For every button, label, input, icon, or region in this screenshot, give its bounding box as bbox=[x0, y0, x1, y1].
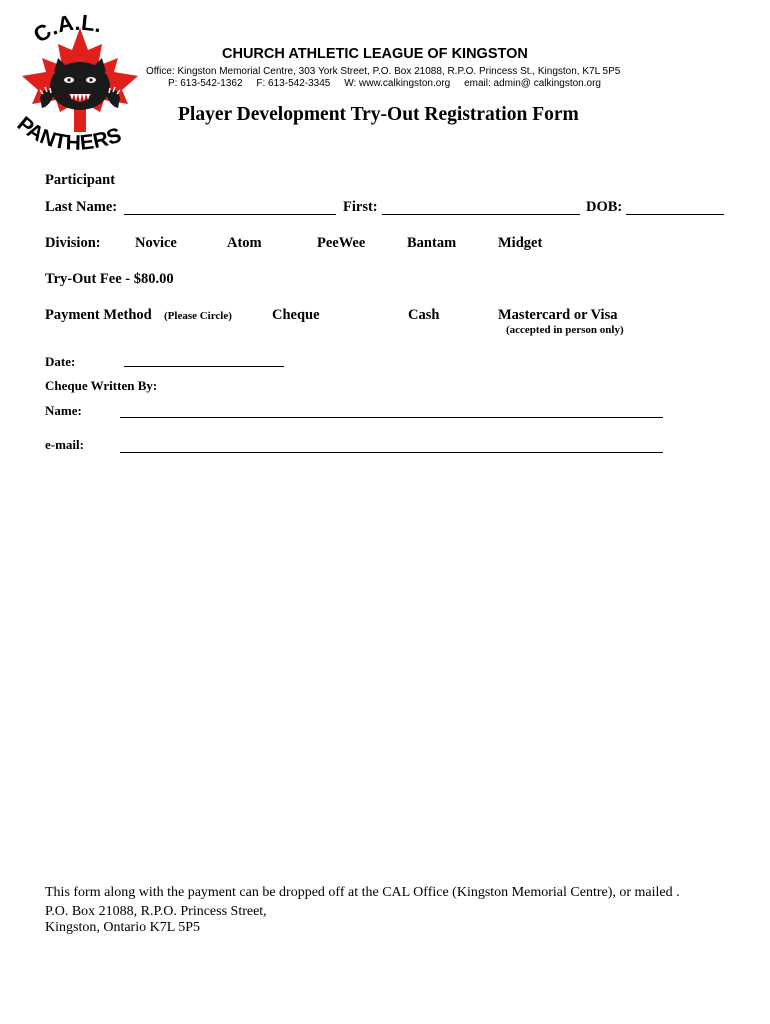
svg-text:C.A.L. bbox=[29, 14, 104, 48]
date-field[interactable] bbox=[124, 366, 284, 367]
panther-maple-leaf-icon bbox=[10, 14, 150, 164]
email-label: e-mail: bbox=[45, 437, 84, 452]
cheque-written-by-label: Cheque Written By: bbox=[45, 378, 158, 393]
footer-address-line1: P.O. Box 21088, R.P.O. Princess Street, bbox=[45, 904, 267, 919]
participant-section-label: Participant bbox=[45, 172, 116, 188]
payment-option-cheque[interactable]: Cheque bbox=[272, 307, 320, 323]
division-option-bantam[interactable]: Bantam bbox=[407, 235, 457, 251]
footer-address-line2: Kingston, Ontario K7L 5P5 bbox=[45, 920, 201, 935]
date-label: Date: bbox=[45, 354, 76, 369]
org-address: Office: Kingston Memorial Centre, 303 York Street, P.O. Box 21088, R.P.O. Princess St., Kingston, K7L 5P5 bbox=[146, 66, 621, 77]
footer-instructions: This form along with the payment can be dropped off at the CAL Office (Kingston Memorial Centre), or mailed . bbox=[45, 885, 680, 900]
org-name: CHURCH ATHLETIC LEAGUE OF KINGSTON bbox=[222, 46, 528, 62]
division-option-atom[interactable]: Atom bbox=[227, 235, 262, 251]
last-name-label: Last Name: bbox=[45, 199, 118, 215]
first-name-field[interactable] bbox=[382, 214, 580, 215]
logo-bottom-text: PANTHERS bbox=[12, 112, 125, 155]
payment-hint: (Please Circle) bbox=[164, 310, 232, 322]
form-title: Player Development Try-Out Registration Form bbox=[178, 104, 579, 125]
org-contact: P: 613-542-1362 F: 613-542-3345 W: www.calkingston.org email: admin@ calkingston.org bbox=[168, 78, 601, 89]
last-name-field[interactable] bbox=[124, 214, 336, 215]
payment-method-label: Payment Method bbox=[45, 307, 152, 323]
name-label: Name: bbox=[45, 403, 82, 418]
dob-field[interactable] bbox=[626, 214, 724, 215]
division-option-peewee[interactable]: PeeWee bbox=[317, 235, 366, 251]
division-option-novice[interactable]: Novice bbox=[135, 235, 177, 251]
email-field[interactable] bbox=[120, 452, 663, 453]
svg-text:PANTHERS bbox=[13, 112, 124, 154]
payment-option-card[interactable]: Mastercard or Visa bbox=[498, 307, 618, 323]
name-field[interactable] bbox=[120, 417, 663, 418]
tryout-fee: Try-Out Fee - $80.00 bbox=[45, 271, 174, 287]
dob-label: DOB: bbox=[586, 199, 623, 215]
division-label: Division: bbox=[45, 235, 101, 251]
division-option-midget[interactable]: Midget bbox=[498, 235, 543, 251]
cal-panthers-logo bbox=[10, 14, 150, 164]
logo-top-text: C.A.L. bbox=[28, 14, 105, 48]
card-note: (accepted in person only) bbox=[506, 324, 624, 336]
payment-option-cash[interactable]: Cash bbox=[408, 307, 440, 323]
first-name-label: First: bbox=[343, 199, 378, 215]
